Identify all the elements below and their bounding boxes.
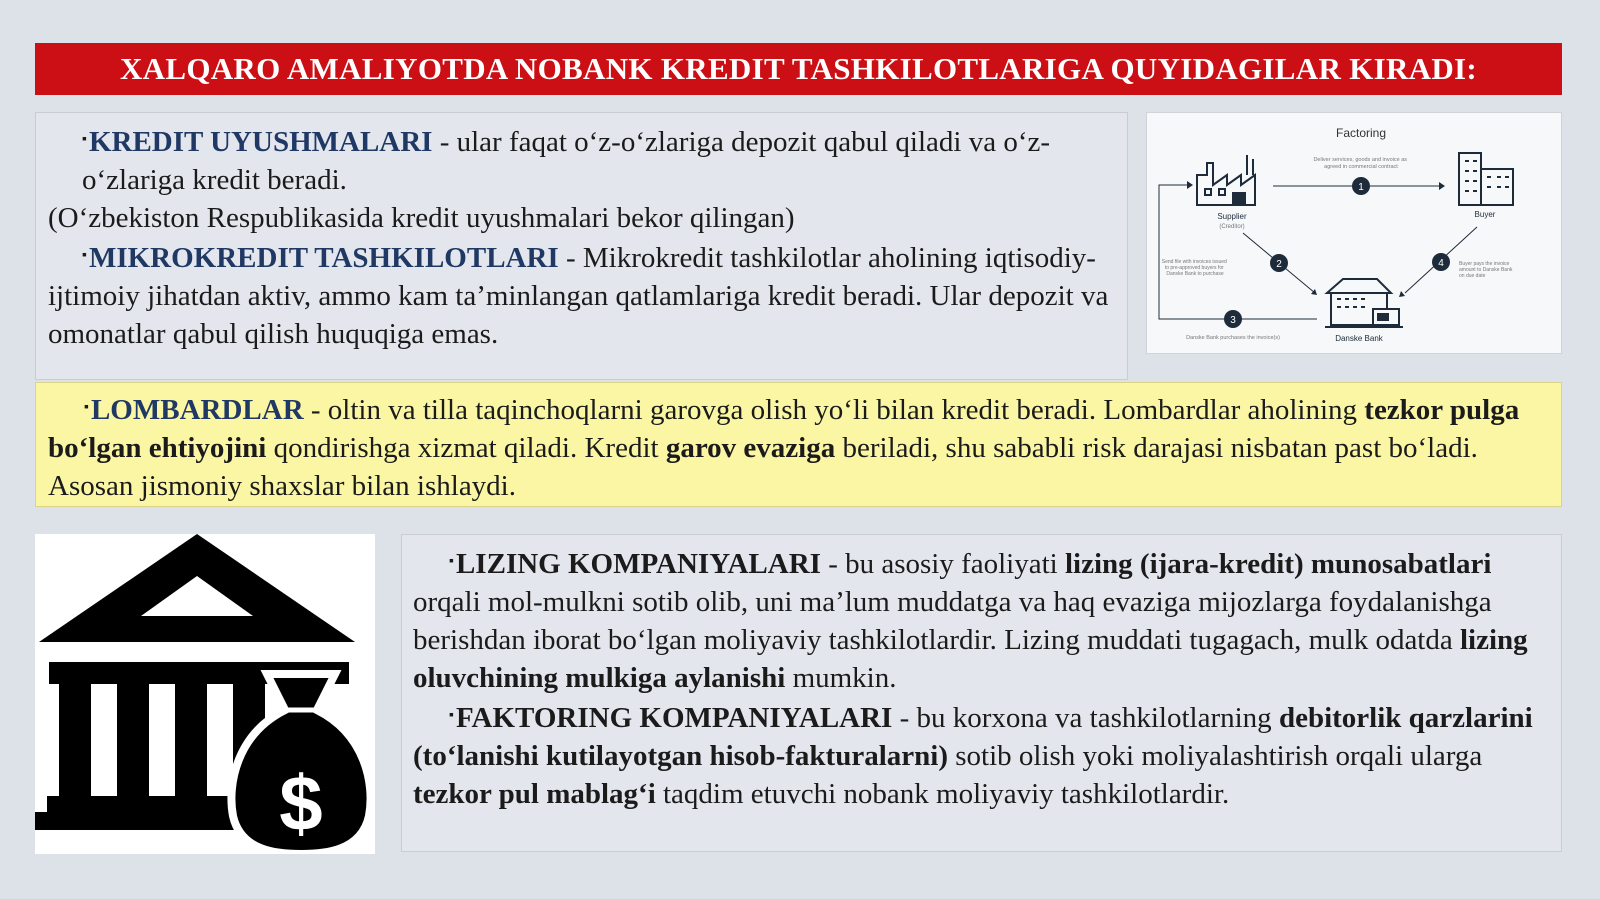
- microcredit-paragraph: [48, 237, 1117, 353]
- microcredit-term: MIKROKREDIT TASHKILOTLARI: [88, 242, 559, 274]
- leasing-text-3: mumkin.: [785, 662, 897, 694]
- factoring-term: FAKTORING KOMPANIYALARI: [455, 702, 893, 734]
- dollar-sign-icon: $: [279, 759, 323, 847]
- pawnshops-box: [35, 382, 1562, 507]
- factoring-diagram-svg: [1147, 113, 1561, 353]
- supplier-sublabel: (Creditor): [1219, 224, 1245, 230]
- leasing-bold-2: lizing oluvchining mulkiga aylanishi: [413, 624, 1528, 694]
- leasing-text-2: orqali mol-mulkni sotib olib, uni ma’lum muddatga va haq evaziga mijozlarga foydalanishga berishdan iborat bo‘lgan moliyaviy tashkilotlardir. Lizing muddati tugagach, mulk odatda: [413, 586, 1492, 656]
- leasing-bold-1: lizing (ijara-kredit) munosabatlari: [1064, 548, 1492, 580]
- factoring-paragraph: [413, 697, 1547, 813]
- bullet-icon: ▪: [82, 132, 87, 147]
- supplier-label: Supplier: [1217, 212, 1247, 221]
- step1-text: Deliver services, goods and invoice as agreed in commercial contract: [1313, 157, 1408, 170]
- factoring-bold-2: tezkor pul mablag‘i: [413, 778, 656, 810]
- leasing-text-1: - bu asosiy faoliyati: [820, 548, 1065, 580]
- pawnshops-text-3: beriladi, shu sababli risk darajasi nisbatan past bo‘ladi. Asosan jismoniy shaxslar bilan ishlaydi.: [48, 432, 1478, 502]
- factoring-text-3: taqdim etuvchi nobank moliyaviy tashkilotlardir.: [655, 778, 1230, 810]
- step3-text: Danske Bank purchases the invoice(s): [1186, 335, 1280, 341]
- bank-money-bag-image: [35, 534, 375, 854]
- bank-label: Danske Bank: [1335, 334, 1383, 343]
- step2-number: 2: [1276, 259, 1282, 270]
- leasing-term: LIZING KOMPANIYALARI: [455, 548, 821, 580]
- factoring-text-1: - bu korxona va tashkilotlarning: [892, 702, 1279, 734]
- pawnshops-term: LOMBARDLAR: [90, 394, 304, 426]
- step4-number: 4: [1438, 258, 1444, 269]
- page-title: XALQARO AMALIYOTDA NOBANK KREDIT TASHKILOTLARIGA QUYIDAGILAR KIRADI:: [35, 43, 1562, 95]
- step2-text: Send file with invoices issued to pre-approved buyers for Danske Bank to purchase: [1161, 259, 1227, 277]
- pawnshops-bold-2: garov evaziga: [665, 432, 836, 464]
- pawnshops-bold-1: tezkor pulga bo‘lgan ehtiyojini: [48, 394, 1520, 464]
- bullet-icon: ▪: [84, 400, 89, 415]
- pawnshops-text-1: - oltin va tilla taqinchoqlarni garovga olish yo‘li bilan kredit beradi. Lombardlar aholining: [303, 394, 1365, 426]
- credit-unions-text: - ular faqat o‘z-o‘zlariga depozit qabul qiladi va o‘z-o‘zlariga kredit beradi.: [82, 126, 1051, 196]
- bullet-icon: ▪: [449, 708, 454, 723]
- bank-building-icon: [1325, 279, 1403, 327]
- credit-unions-microcredit-box: [35, 112, 1128, 380]
- pawnshops-paragraph: [48, 389, 1551, 505]
- factory-icon: [1197, 155, 1255, 205]
- diagram-title: Factoring: [1335, 126, 1387, 140]
- credit-unions-paragraph: [48, 121, 1117, 199]
- credit-unions-note: (O‘zbekiston Respublikasida kredit uyushmalari bekor qilingan): [48, 202, 795, 234]
- bullet-icon: ▪: [82, 248, 87, 263]
- pawnshops-text-2: qondirishga xizmat qiladi. Kredit: [266, 432, 666, 464]
- leasing-paragraph: [413, 543, 1547, 697]
- credit-unions-term: KREDIT UYUSHMALARI: [88, 126, 433, 158]
- step4-text: Buyer pays the invoice amount to Danske Bank on due date: [1459, 261, 1513, 279]
- factoring-bold-1: debitorlik qarzlarini (to‘lanishi kutilayotgan hisob-fakturalarni): [413, 702, 1533, 772]
- bank-money-bag-icon: [35, 534, 375, 854]
- factoring-text-2: sotib olish yoki moliyalashtirish orqali ularga: [947, 740, 1483, 772]
- step3-number: 3: [1230, 315, 1236, 326]
- step1-number: 1: [1358, 182, 1364, 193]
- microcredit-text: - Mikrokredit tashkilotlar aholining iqtisodiy-ijtimoiy jihatdan aktiv, ammo kam ta’minlangan qatlamlariga kredit beradi. Ular depozit va omonatlar qabul qilish huquqiga emas.: [48, 242, 1109, 350]
- factoring-diagram: [1146, 112, 1562, 354]
- buyer-label: Buyer: [1474, 210, 1496, 219]
- leasing-factoring-box: [401, 534, 1562, 852]
- buyer-building-icon: [1459, 153, 1513, 205]
- bullet-icon: ▪: [449, 554, 454, 569]
